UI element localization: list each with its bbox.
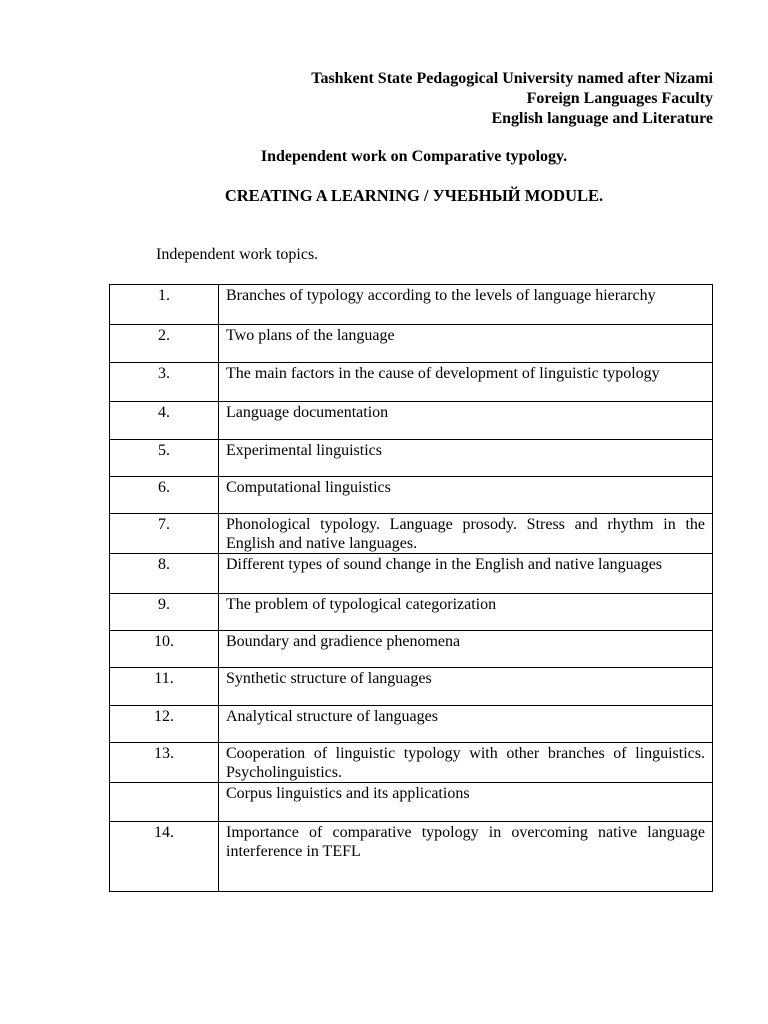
topic-number: 5. [110,440,219,477]
topic-text: Cooperation of linguistic typology with other branches of linguistics. Psycholinguistics. [219,743,713,783]
table-row [110,285,713,325]
table-row [110,668,713,706]
topic-text: Synthetic structure of languages [219,668,713,706]
topics-table [109,284,713,892]
topic-text: Boundary and gradience phenomena [219,631,713,668]
table-row [110,363,713,402]
table-row [110,440,713,477]
topic-number: 12. [110,706,219,743]
faculty-name: Foreign Languages Faculty [526,90,713,107]
topic-number: 4. [110,402,219,440]
topic-text: Importance of comparative typology in overcoming native language interference in TEFL [219,822,713,892]
table-row [110,822,713,892]
topic-text: Two plans of the language [219,325,713,363]
topic-number: 2. [110,325,219,363]
table-row [110,554,713,594]
table-row [110,631,713,668]
topic-number: 3. [110,363,219,402]
topic-text: Branches of typology according to the levels of language hierarchy [219,285,713,325]
topic-text: Experimental linguistics [219,440,713,477]
table-row [110,594,713,631]
department-name: English language and Literature [491,110,713,127]
topic-number [110,783,219,822]
topic-number: 11. [110,668,219,706]
topic-text: The main factors in the cause of development of linguistic typology [219,363,713,402]
topic-text: Different types of sound change in the English and native languages [219,554,713,594]
topic-text: Computational linguistics [219,477,713,514]
topic-number: 14. [110,822,219,892]
topic-number: 10. [110,631,219,668]
topic-text: Language documentation [219,402,713,440]
topic-text: Analytical structure of languages [219,706,713,743]
document-header [311,69,713,129]
topics-subtitle: Independent work topics. [156,246,319,263]
table-row [110,743,713,783]
table-row [110,514,713,554]
topic-number: 6. [110,477,219,514]
topic-number: 1. [110,285,219,325]
topic-number: 13. [110,743,219,783]
table-row [110,402,713,440]
table-row [110,706,713,743]
table-row [110,477,713,514]
topic-number: 8. [110,554,219,594]
topic-text: The problem of typological categorization [219,594,713,631]
module-title: CREATING A LEARNING / УЧЕБНЫЙ MODULE. [224,186,604,205]
table-row [110,783,713,822]
topic-number: 7. [110,514,219,554]
topic-number: 9. [110,594,219,631]
table-row [110,325,713,363]
university-name: Tashkent State Pedagogical University named after Nizami [311,70,713,87]
topic-text: Corpus linguistics and its applications [219,783,713,822]
document-title: Independent work on Comparative typology. [260,148,568,165]
topic-text: Phonological typology. Language prosody. Stress and rhythm in the English and native languages. [219,514,713,554]
